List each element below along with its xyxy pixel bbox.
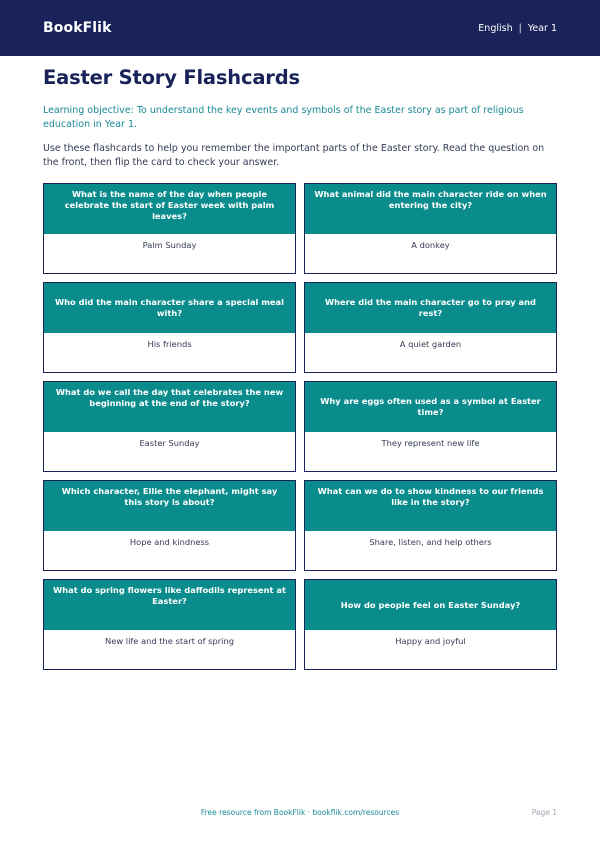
year-label: Year 1 bbox=[527, 22, 557, 34]
page-number: Page 1 bbox=[531, 808, 557, 817]
flashcard[interactable] bbox=[43, 183, 296, 274]
intro-text: Use these flashcards to help you remember the important parts of the Easter story. Read the question on the front, then flip the card to check your answer. bbox=[43, 143, 545, 168]
flashcard-question: Who did the main character share a special meal with? bbox=[44, 283, 295, 333]
flashcard-grid bbox=[43, 183, 557, 670]
flashcard[interactable] bbox=[304, 282, 557, 373]
flashcard-question: What do we call the day that celebrates the new beginning at the end of the story? bbox=[44, 382, 295, 432]
page-title: Easter Story Flashcards bbox=[43, 66, 300, 89]
flashcard-question: What can we do to show kindness to our friends like in the story? bbox=[305, 481, 556, 531]
flashcard-question: How do people feel on Easter Sunday? bbox=[305, 580, 556, 630]
flashcard-answer: Happy and joyful bbox=[395, 636, 466, 646]
flashcard[interactable] bbox=[43, 579, 296, 670]
subject-label: English bbox=[478, 22, 513, 34]
flashcard-answer: A quiet garden bbox=[399, 339, 462, 349]
flashcard[interactable] bbox=[43, 282, 296, 373]
flashcard-answer: Palm Sunday bbox=[142, 240, 197, 250]
flashcard[interactable] bbox=[43, 480, 296, 571]
meta-separator: | bbox=[518, 22, 522, 34]
page-footer bbox=[0, 808, 600, 820]
flashcard-answer: Hope and kindness bbox=[129, 537, 210, 547]
intro-section bbox=[43, 66, 557, 169]
flashcard[interactable] bbox=[304, 381, 557, 472]
flashcard-answer: New life and the start of spring bbox=[105, 636, 234, 646]
brand-logo[interactable]: BookFlik bbox=[43, 20, 112, 36]
flashcard-answer: Share, listen, and help others bbox=[369, 537, 492, 547]
flashcard-answer: They represent new life bbox=[381, 438, 480, 448]
top-bar bbox=[0, 0, 600, 56]
flashcard-answer: A donkey bbox=[411, 240, 450, 250]
flashcard[interactable] bbox=[304, 480, 557, 571]
flashcard-question: What is the name of the day when people celebrate the start of Easter week with palm leaves? bbox=[44, 184, 295, 234]
flashcard[interactable] bbox=[304, 579, 557, 670]
flashcard-question: Where did the main character go to pray and rest? bbox=[305, 283, 556, 333]
learning-objective: Learning objective: To understand the key events and symbols of the Easter story as part of religious education in Year 1. bbox=[43, 105, 524, 130]
flashcard-answer: Easter Sunday bbox=[139, 438, 200, 448]
flashcard-question: Why are eggs often used as a symbol at Easter time? bbox=[305, 382, 556, 432]
footer-credit-link[interactable]: Free resource from BookFlik · bookflik.com/resources bbox=[200, 808, 400, 817]
flashcard-answer: His friends bbox=[147, 339, 192, 349]
flashcard-question: Which character, Ellie the elephant, might say this story is about? bbox=[44, 481, 295, 531]
flashcard-question: What animal did the main character ride on when entering the city? bbox=[305, 184, 556, 234]
flashcard[interactable] bbox=[43, 381, 296, 472]
subject-meta bbox=[478, 23, 557, 34]
flashcard[interactable] bbox=[304, 183, 557, 274]
flashcard-question: What do spring flowers like daffodils represent at Easter? bbox=[44, 580, 295, 630]
